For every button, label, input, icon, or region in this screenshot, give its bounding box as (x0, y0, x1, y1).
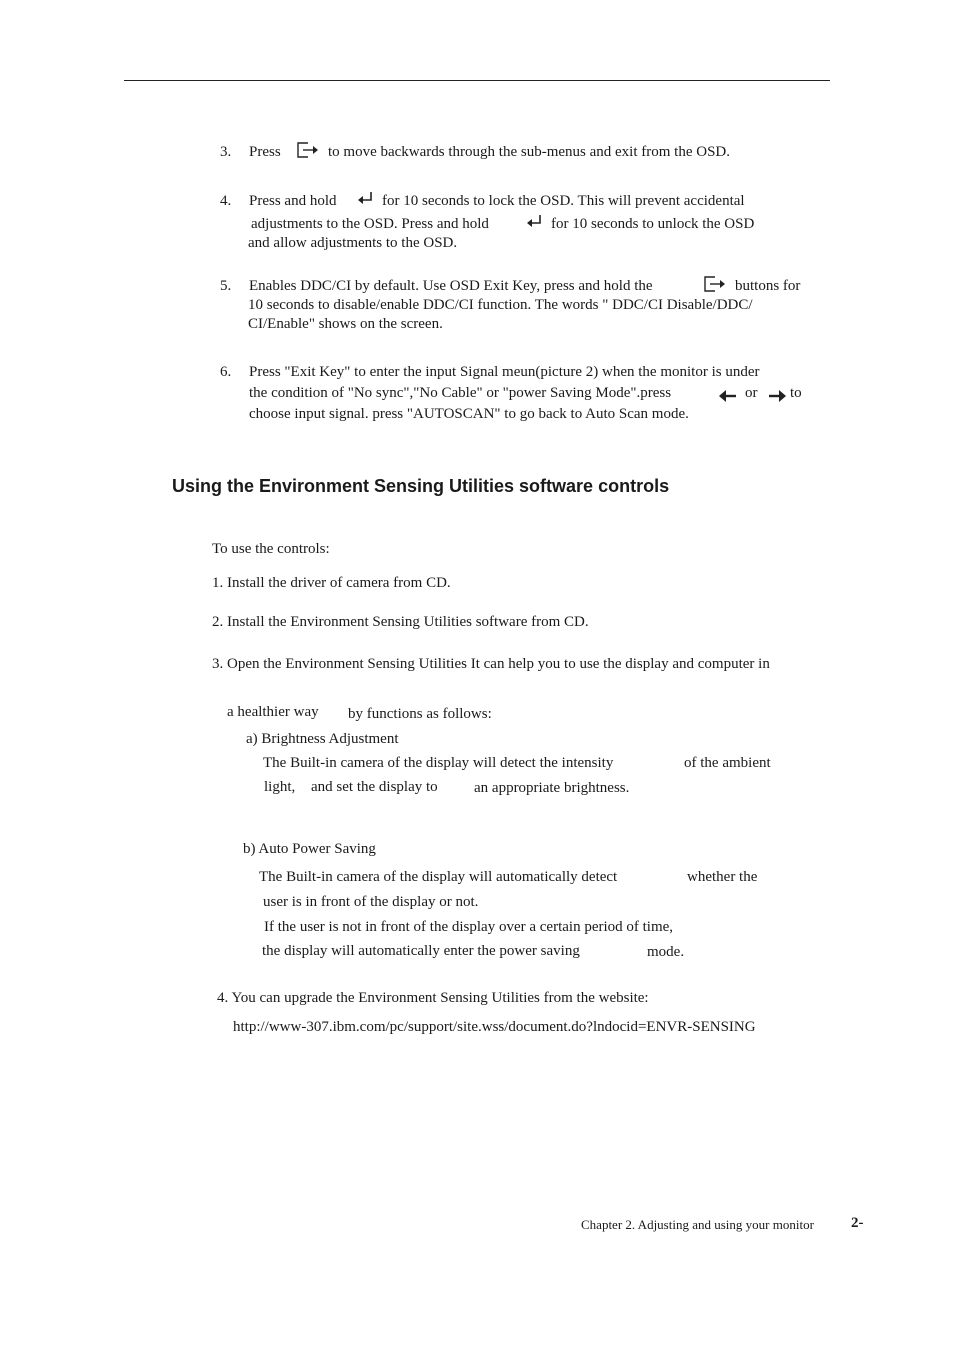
power-saving-line3: If the user is not in front of the display over a certain period of time, (264, 919, 674, 935)
step-6-number: 6. (220, 364, 232, 380)
controls-step-4: 4. You can upgrade the Environment Sensing Utilities from the website: (217, 990, 649, 1006)
step-4-line2b: for 10 seconds to unlock the OSD (551, 216, 755, 232)
step-5-number: 5. (220, 278, 232, 294)
step-3-number: 3. (220, 144, 232, 160)
power-saving-line4a: the display will automatically enter the power saving (262, 943, 580, 959)
step-4-number: 4. (220, 193, 232, 209)
step-5-line3: CI/Enable" shows on the screen. (248, 316, 443, 332)
power-saving-title: b) Auto Power Saving (243, 841, 376, 857)
upgrade-url: http://www-307.ibm.com/pc/support/site.wss/document.do?lndocid=ENVR-SENSING (233, 1019, 756, 1035)
power-saving-line4b: mode. (647, 944, 685, 960)
page-number: 2- (851, 1215, 864, 1231)
footer-chapter: Chapter 2. Adjusting and using your monitor (581, 1217, 814, 1232)
power-saving-line1b: whether the (687, 869, 758, 885)
header-rule (124, 80, 830, 81)
controls-step-3-cont-b: by functions as follows: (348, 706, 492, 722)
enter-icon (355, 190, 375, 206)
brightness-line2b: and set the display to (311, 779, 438, 795)
step-4-line1a: Press and hold (249, 193, 337, 209)
step-3-press: Press (249, 144, 281, 160)
step-6-line2a: the condition of "No sync","No Cable" or "power Saving Mode".press (249, 385, 672, 401)
brightness-line2a: light, (264, 779, 296, 795)
step-4-line3: and allow adjustments to the OSD. (248, 235, 458, 251)
step-5-line1a: Enables DDC/CI by default. Use OSD Exit Key, press and hold the (249, 278, 653, 294)
power-saving-line2: user is in front of the display or not. (263, 894, 479, 910)
step-3-text: to move backwards through the sub-menus and exit from the OSD. (328, 144, 731, 160)
controls-step-3: 3. Open the Environment Sensing Utilities It can help you to use the display and computer in (212, 656, 770, 672)
controls-step-1: 1. Install the driver of camera from CD. (212, 575, 451, 591)
step-4-line2a: adjustments to the OSD. Press and hold (251, 216, 489, 232)
step-5-line1b: buttons for (735, 278, 801, 294)
exit-icon (702, 275, 728, 293)
section-heading: Using the Environment Sensing Utilities software controls (172, 476, 670, 496)
step-4-line1b: for 10 seconds to lock the OSD. This will prevent accidental (382, 193, 745, 209)
controls-step-2: 2. Install the Environment Sensing Utilities software from CD. (212, 614, 589, 630)
power-saving-line1a: The Built-in camera of the display will automatically detect (259, 869, 618, 885)
step-5-line2: 10 seconds to disable/enable DDC/CI function. The words " DDC/CI Disable/DDC/ (248, 297, 753, 313)
controls-step-3-cont-a: a healthier way (227, 704, 319, 720)
right-arrow-icon (767, 387, 787, 403)
brightness-line1b: of the ambient (684, 755, 771, 771)
brightness-title: a) Brightness Adjustment (246, 731, 399, 747)
brightness-line2c: an appropriate brightness. (474, 780, 630, 796)
controls-intro: To use the controls: (212, 541, 330, 557)
step-6-line3: choose input signal. press "AUTOSCAN" to go back to Auto Scan mode. (249, 406, 689, 422)
enter-icon (524, 213, 544, 229)
left-arrow-icon (718, 387, 738, 403)
exit-icon (295, 141, 321, 159)
step-6-line2c: to (790, 385, 802, 401)
brightness-line1a: The Built-in camera of the display will detect the intensity (263, 755, 614, 771)
step-6-line1: Press "Exit Key" to enter the input Signal meun(picture 2) when the monitor is under (249, 364, 760, 380)
step-6-line2b: or (745, 385, 758, 401)
